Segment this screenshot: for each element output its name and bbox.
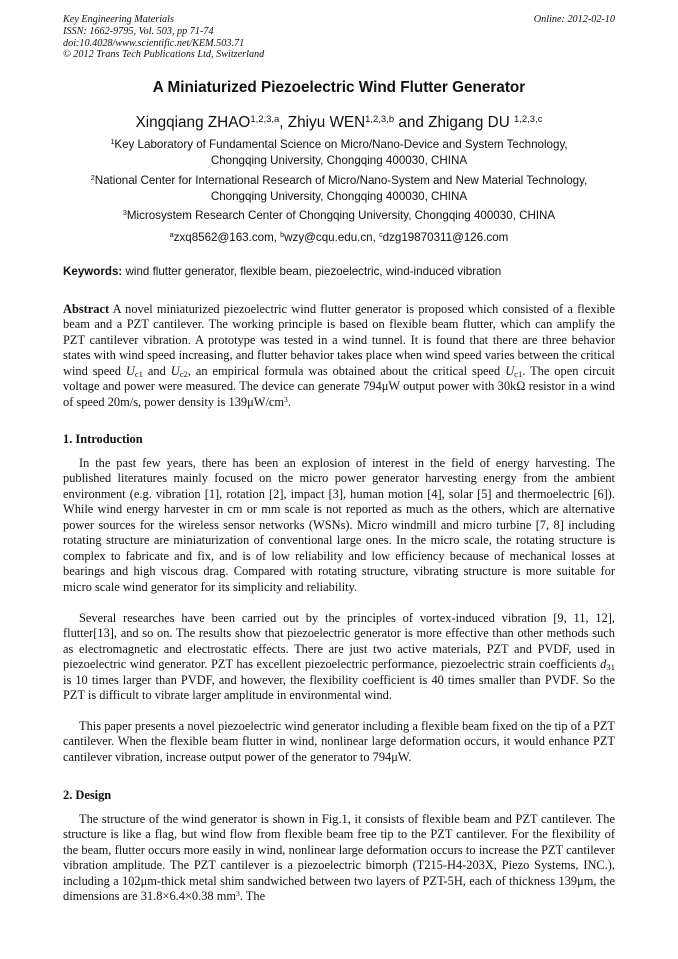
- abstract-symbol: U: [170, 363, 180, 378]
- paragraph-subscript: 31: [606, 662, 615, 673]
- section-heading-introduction: 1. Introduction: [63, 432, 143, 446]
- author-affiliation-mark: 1,2,3,b: [365, 113, 395, 125]
- keywords-text: wind flutter generator, flexible beam, piezoelectric, wind-induced vibration: [122, 265, 502, 278]
- abstract-subscript: c1: [134, 368, 143, 379]
- affiliation-line: Chongqing University, Chongqing 400030, CHINA: [210, 153, 468, 167]
- abstract-symbol: U: [505, 363, 515, 378]
- email-mark: b: [280, 230, 285, 240]
- abstract-superscript: 3: [284, 394, 288, 404]
- affiliation-mark: 2: [90, 173, 95, 183]
- author-separator: ,: [279, 114, 288, 131]
- paragraph-text: The structure of the wind generator is shown in Fig.1, it consists of flexible beam and PZT cantilever. The structure is like a flag, but wind flow from flexible beam free tip to the PZT cantilever. For the flexibility of the beam, flutter occurs more easily in wind, nonlinear large deformation occurs to increase the PZT cantilever vibration amplitude. The PZT cantilever is a piezoelectric bimorph (T215-H4-203X, Piezo Systems, INC.), including a 102μm-thick metal shim sandwiched between two layers of PZT-5H, each of thickness 139μm, the dimensions are 31.8×6.4×0.38 mm: [63, 812, 615, 904]
- section-heading-design: 2. Design: [63, 788, 112, 802]
- email-mark: a: [169, 230, 174, 240]
- author-separator: and: [394, 114, 429, 131]
- journal-doi: doi:10.4028/www.scientific.net/KEM.503.71: [63, 37, 245, 49]
- author-name: Xingqiang ZHAO: [135, 114, 251, 131]
- author-affiliation-mark: 1,2,3,c: [514, 113, 543, 125]
- email-address[interactable]: wzy@cqu.edu.cn,: [284, 231, 380, 244]
- paper-title: A Miniaturized Piezoelectric Wind Flutter Generator: [152, 79, 526, 96]
- abstract-text: and: [142, 363, 171, 378]
- paragraph-superscript: 3: [235, 889, 240, 899]
- journal-issn: ISSN: 1662-9795, Vol. 503, pp 71-74: [63, 25, 214, 37]
- affiliation-mark: 3: [122, 208, 127, 218]
- abstract: [63, 302, 615, 410]
- affiliation-2: [20, 173, 658, 204]
- affiliation-line: Chongqing University, Chongqing 400030, CHINA: [210, 189, 468, 203]
- abstract-symbol: U: [125, 363, 135, 378]
- affiliation-1: [20, 137, 658, 168]
- affiliation-line: Key Laboratory of Fundamental Science on Micro/Nano-Device and System Technology,: [114, 138, 568, 151]
- affiliation-3: [20, 208, 658, 224]
- journal-header: [63, 14, 264, 61]
- abstract-text: A novel miniaturized piezoelectric wind flutter generator is proposed which consisted of a flexible beam and a PZT cantilever. The working principle is based on flexible beam flutter, which can amplify the PZT cantilever vibration. A prototype was tested in a wind tunnel. It is found that there are three behavior states with wind speed increasing, and flutter behavior takes place when wind speed varies between the critical wind speed: [63, 302, 615, 378]
- online-date: Online: 2012-02-10: [533, 14, 615, 25]
- email-mark: c: [379, 230, 383, 240]
- abstract-subscript: c1: [514, 368, 523, 379]
- journal-copyright: © 2012 Trans Tech Publications Ltd, Switzerland: [63, 49, 265, 61]
- paragraph-text: Several researches have been carried out by the principles of vortex-induced vibration [9, 11, 12], flutter[13], and so on. The results show that piezoelectric generator is more effective than other methods such as electromagnetic and electrostatic effects. There are just two active materials, PZT and PVDF, used in piezoelectric wind generator. PZT has excellent piezoelectric performance, piezoelectric strain coefficients: [63, 611, 615, 672]
- paragraph-text: In the past few years, there has been an explosion of interest in the field of energy harvesting. The published literatures mainly focused on the micro power generator harvesting energy from the ambient environment (e.g. vibration [1], rotation [2], impact [3], human motion [4], solar [5] and thermoelectric [6]). While wind energy harvester in cm or mm scale is not reported as much as the others, which are alternative power sources for the wireless sensor networks (WSNs). Micro windmill and micro turbine [7, 8] including rotating structure are miniaturization of conventional large ones. In the micro scale, the rotating structure is complex to fabricate and fix, and is of low reliability and low efficiency because of mechanical losses at bearings and high viscous drag. Compared with rotating structure, vibrating structure is more suitable for micro scale wind generator for its simplicity and reliability.: [63, 456, 615, 594]
- intro-paragraph-2: [63, 611, 615, 704]
- abstract-subscript: c2: [179, 368, 188, 379]
- email-address[interactable]: dzg19870311@126.com: [382, 231, 509, 244]
- author-name: Zhigang DU: [428, 114, 515, 131]
- affiliation-mark: 1: [110, 137, 115, 147]
- journal-name: Key Engineering Materials: [63, 14, 174, 25]
- author-affiliation-mark: 1,2,3,a: [250, 113, 280, 125]
- author-name: Zhiyu WEN: [287, 114, 366, 131]
- abstract-text: , an empirical formula was obtained about the critical speed: [187, 363, 506, 378]
- design-paragraph-1: [63, 812, 615, 905]
- paragraph-symbol: d: [600, 657, 607, 672]
- abstract-text: .: [287, 394, 291, 409]
- email-list: [20, 230, 658, 246]
- keywords: [63, 265, 501, 278]
- affiliation-line: National Center for International Research of Micro/Nano-System and New Material Technology,: [94, 174, 588, 187]
- abstract-label: Abstract: [63, 302, 110, 316]
- affiliation-line: Microsystem Research Center of Chongqing University, Chongqing 400030, CHINA: [126, 209, 556, 222]
- keywords-label: Keywords:: [63, 265, 123, 278]
- abstract-text: . The open circuit voltage and power were measured. The device can generate 794μW output power with 30kΩ resistor in a wind of speed 20m/s, power density is 139μW/cm: [63, 363, 615, 409]
- intro-paragraph-1: [63, 456, 615, 595]
- paragraph-text: This paper presents a novel piezoelectric wind generator including a flexible beam fixed on the tip of a PZT cantilever. When the flexible beam flutter in wind, nonlinear large deformation occurs, it would enhance PZT cantilever vibration, increase output power of the generator to 794μW.: [63, 719, 615, 764]
- paragraph-text: is 10 times larger than PVDF, and however, the flexibility coefficient is 40 times smaller than PVDF. So the PZT is difficult to vibrate larger amplitude in environmental wind.: [63, 672, 615, 703]
- intro-paragraph-3: [63, 719, 615, 765]
- email-address[interactable]: zxq8562@163.com,: [173, 231, 281, 244]
- author-list: [0, 114, 678, 132]
- paragraph-text: . The: [239, 889, 266, 904]
